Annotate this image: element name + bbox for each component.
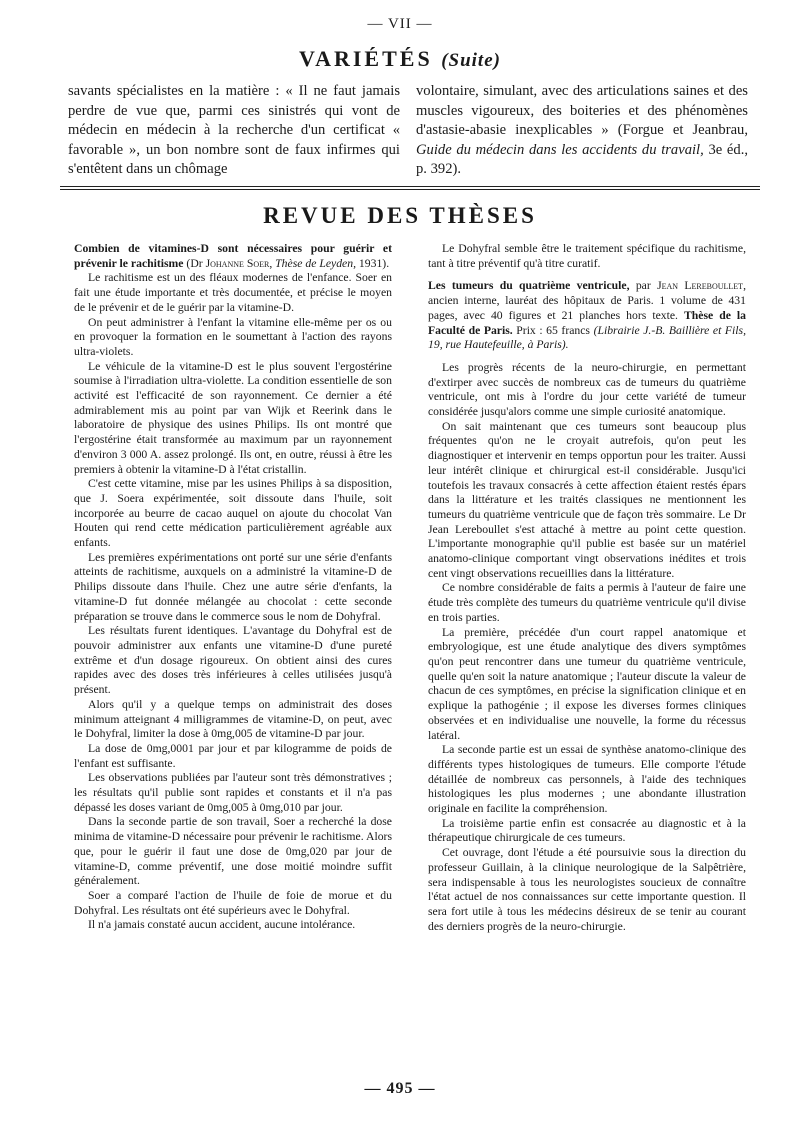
article1-paragraph: La dose de 0mg,0001 par jour et par kilogramme de poids de l'enfant est suffisante. [74, 741, 392, 770]
article2-description: ancien interne, lauréat des hôpitaux de Paris. 1 volume de 431 pages, avec 40 figures et 21 planches hors texte. [428, 294, 746, 322]
varietes-right-column [416, 82, 748, 180]
varietes-title-text: VARIÉTÉS [299, 46, 433, 71]
article1-paragraph: Le véhicule de la vitamine-D est le plus souvent l'ergostérine soumise à l'irradiation ultra-violette. La condition essentielle de son activité est l'efficacité de son rayonnement. Ce dernier a été admirablement mis au point par van Wijk et Reerink dans le laboratoire de physique des usines Philips. Ils ont montré que l'ergostérine était transformée au maximum par un rayonnement d'environ 3 000 A. assez prolongé. Ils ont, en outre, réussi à être les premiers à obtenir la vitamine-D à l'état cristallin. [74, 359, 392, 476]
article1-heading-block [74, 242, 392, 271]
article1-heading: Combien de vitamines-D sont nécessaires pour guérir et prévenir le rachitisme [74, 242, 392, 270]
article2-heading-block [428, 279, 746, 353]
article1-paragraph: Les premières expérimentations ont porté sur une série d'enfants atteints de rachitisme, auxquels on a administré la vitamine-D de Philips dissoute dans l'huile. Chez une autre série d'enfants, la vitamine-D fut donnée mélangée au chocolat : cette seconde préparation se trouve dans le commerce sous le nom de Dohyfral. [74, 550, 392, 623]
article2-author-prefix: par [635, 279, 651, 293]
article2-author: Jean Lereboullet, [657, 279, 746, 293]
article2-price: Prix : 65 francs [516, 323, 590, 337]
article2-paragraph: La seconde partie est un essai de synthèse anatomo-clinique des différents types histologiques de tumeurs. Elle comporte l'étude détaillée de nombreux cas personnels, à l'aide des techniques histologiques les plus modernes ; une abondante illustration originale en facilite la compréhension. [428, 743, 746, 816]
page-number: — 495 — [364, 1080, 436, 1097]
article1-paragraph: Dans la seconde partie de son travail, Soer a recherché la dose minima de vitamine-D nécessaire pour prévenir le rachitisme. Alors que, pour le guérir il faut une dose de 0mg,020 par jour de vitamine-D, comme préventif, une dose moitié moindre suffit généralement. [74, 815, 392, 888]
article1-paragraph: C'est cette vitamine, mise par les usines Philips à sa disposition, que J. Soera expérimentée, soit dissoute dans l'huile, soit incorporée au beurre de cacao auquel on ajoute du chocolat Van Houten qui rend cette médication particulièrement agréable aux enfants. [74, 477, 392, 550]
article1-paragraph: Les observations publiées par l'auteur sont très démonstratives ; les résultats qu'il publie sont rapides et constants et il n'a pas dépassé les doses variant de 0mg,005 à 0mg,010 par jour. [74, 771, 392, 814]
article2-thesis-title: Thèse de la Faculté de Paris. [428, 308, 747, 337]
article2-paragraph: La première, précédée d'un court rappel anatomique et embryologique, est une étude analytique des divers symptômes qu'on peut rencontrer dans une tumeur du quatrième ventricule, quelle qu'en soit la nature anatomique ; l'auteur discute la valeur de chacun de ces symptômes, en précise la signification clinique et en explique la pathogénie ; il expose les diverses formes cliniques observées et en individualise une nouvelle, la forme du récessus latéral. [428, 625, 746, 742]
article2-paragraph: Cet ouvrage, dont l'étude a été poursuivie sous la direction du professeur Guillain, à la clinique neurologique de la Salpêtrière, sera indispensable à tous les neurologistes soucieux de connaître l'état actuel de nos connaissances sur cette importante question. Il sera fort utile à tous les médecins désireux de se tenir au courant des derniers progrès de la neuro-chirurgie. [428, 846, 746, 933]
revue-left-column [74, 242, 392, 934]
article1-conclusion: Le Dohyfral semble être le traitement spécifique du rachitisme, tant à titre préventif qu'à titre curatif. [428, 242, 746, 270]
article2-paragraph: La troisième partie enfin est consacrée au diagnostic et à la thérapeutique chirurgicale de ces tumeurs. [428, 816, 746, 845]
section-divider-bottom [60, 189, 760, 190]
article2-paragraph: Ce nombre considérable de faits a permis à l'auteur de faire une étude très complète des tumeurs du quatrième ventricule qu'il divise en trois parties. [428, 581, 746, 624]
article2-paragraph: On sait maintenant que ces tumeurs sont beaucoup plus fréquentes qu'on ne le croyait autrefois, qu'on peut les diagnostiquer et intervenir en temps opportun pour les traiter. Aussi leur intérêt clinique et chirurgical est-il considérable. Jusqu'ici toutefois les travaux consacrés à cette affection étaient restés épars dans la littérature et les traités classiques ne mentionnent les tumeurs du quatrième ventricule que de façon très sommaire. Le Dr Jean Lereboullet s'est attaché à mettre au point cette question. L'importante monographie qu'il publie est basée sur un matériel anatomo-clinique comportant vingt observations inédites et trois cent vingt observations recueillies dans la littérature. [428, 419, 746, 580]
article1-paragraph: Alors qu'il y a quelque temps on administrait des doses minimum atteignant 4 milligrammes de vitamine-D, on peut, avec le Dohyfral, limiter la dose à 0mg,005 de vitamine-D par jour. [74, 697, 392, 741]
article1-author-prefix: (Dr [186, 256, 203, 270]
article2-heading: Les tumeurs du quatrième ventricule, [428, 279, 630, 293]
article1-paragraph: On peut administrer à l'enfant la vitamine elle-même per os ou en provoquer la formation en le soumettant à l'action des rayons ultra-violets. [74, 315, 392, 358]
article1-source: Thèse de Leyden, [275, 256, 356, 270]
article1-author: Johanne Soer, [205, 256, 273, 270]
article2-publisher: (Librairie J.-B. Baillière et Fils, 19, rue Hautefeuille, à Paris). [428, 323, 747, 352]
varietes-right-end: 3e éd., p. 392). [416, 141, 749, 178]
varietes-right-citation: Guide du médecin dans les accidents du travail, [416, 141, 704, 158]
revue-columns [74, 242, 746, 934]
article1-paragraph: Les résultats furent identiques. L'avantage du Dohyfral est de pouvoir administrer aux enfants une vitamine-D d'une pureté extrême et d'un dosage rigoureux. On obtient ainsi des cures rapides avec des doses très inférieures à celles utilisées jusqu'à présent. [74, 624, 392, 697]
varietes-heading [0, 46, 800, 72]
revue-des-theses-heading: REVUE DES THÈSES [263, 203, 537, 228]
article1-paragraph: Soer a comparé l'action de l'huile de foie de morue et du Dohyfral. Les résultats ont été supérieurs avec le Dohyfral. [74, 888, 392, 917]
article2-paragraph: Les progrès récents de la neuro-chirurgie, en permettant d'extirper avec succès de nombreux cas de tumeurs du quatrième ventricule, ont mis à l'ordre du jour cette variété de tumeur considérée jusqu'alors comme une simple curiosité anatomique. [428, 360, 746, 419]
varietes-columns [68, 82, 748, 180]
varietes-right-text: volontaire, simulant, avec des articulations saines et des muscles vigoureux, des boiteries et des phénomènes d'astasie-abasie inexplicables » (Forgue et Jeanbrau, [416, 83, 748, 139]
varietes-left-column: savants spécialistes en la matière : « Il ne faut jamais perdre de vue que, parmi ces sinistrés qui vont de médecin en médecin à la recherche d'un certificat « favorable », un bon nombre sont de faux infirmes qui s'entêtent dans un chômage [68, 83, 400, 178]
article1-paragraph: Le rachitisme est un des fléaux modernes de l'enfance. Soer en fait une étude importante et très documentée, et précise le moyen de le prévenir et de le guérir par la vitamine-D. [74, 271, 392, 314]
revue-right-column [428, 242, 746, 934]
article1-paragraph: Il n'a jamais constaté aucun accident, aucune intolérance. [88, 918, 356, 932]
section-divider-top [60, 186, 760, 187]
varietes-suite-text: (Suite) [441, 50, 501, 71]
roman-folio: — VII — [367, 16, 433, 32]
article1-year: 1931). [358, 256, 390, 270]
